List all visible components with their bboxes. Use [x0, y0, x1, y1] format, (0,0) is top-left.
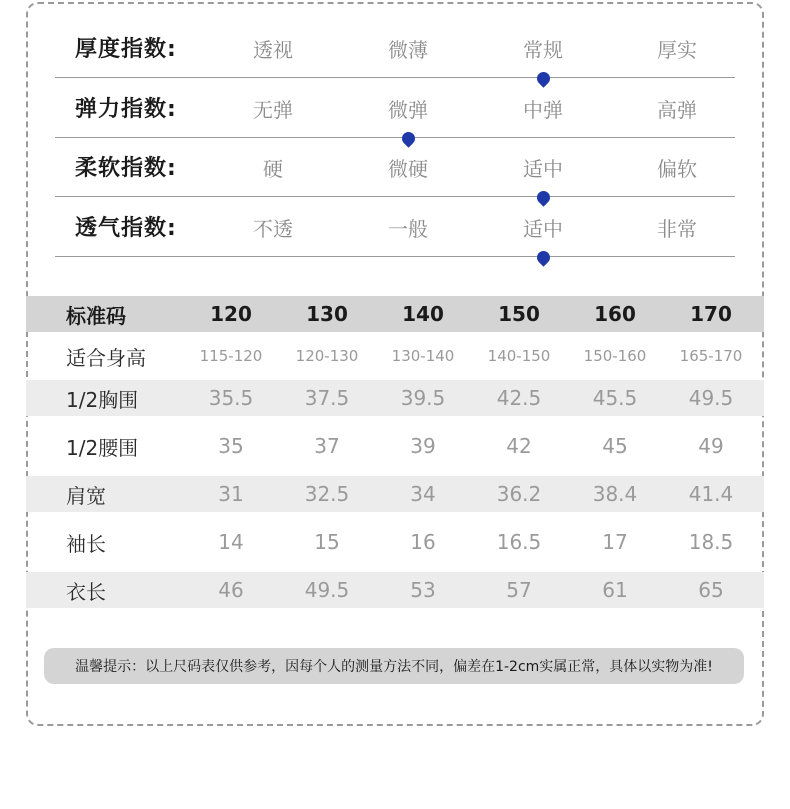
row-label: 1/2腰围	[66, 435, 139, 460]
table-cell: 45	[602, 434, 628, 458]
index-option: 不透	[253, 217, 293, 241]
size-table	[26, 296, 764, 608]
row-label: 袖长	[66, 531, 106, 556]
index-row-thickness	[55, 18, 735, 78]
table-row	[26, 332, 764, 380]
table-cell: 16.5	[496, 530, 542, 554]
table-row	[26, 416, 764, 476]
header-cell: 170	[690, 302, 732, 326]
index-label: 厚度指数:	[75, 37, 177, 62]
table-cell: 37	[314, 434, 340, 458]
table-cell: 34	[410, 482, 436, 506]
table-cell: 46	[218, 578, 244, 602]
index-row-elasticity	[55, 78, 735, 138]
table-cell: 130-140	[391, 347, 455, 365]
index-option: 硬	[263, 157, 283, 181]
index-option: 一般	[388, 217, 428, 241]
index-option: 无弹	[253, 98, 293, 122]
index-option: 非常	[657, 217, 697, 241]
table-cell: 18.5	[688, 530, 734, 554]
index-row-breathability	[55, 197, 735, 257]
table-cell: 115-120	[199, 347, 263, 365]
table-row	[26, 572, 764, 608]
table-cell: 42.5	[496, 386, 542, 410]
header-cell: 标准码	[66, 303, 126, 328]
index-row-softness	[55, 137, 735, 197]
table-cell: 45.5	[592, 386, 638, 410]
table-cell: 37.5	[304, 386, 350, 410]
size-table-header	[26, 296, 764, 332]
table-cell: 17	[602, 530, 628, 554]
index-option: 透视	[253, 38, 293, 62]
table-cell: 14	[218, 530, 244, 554]
index-option: 微硬	[388, 157, 428, 181]
table-cell: 49	[698, 434, 724, 458]
row-label: 肩宽	[66, 483, 106, 508]
row-label: 1/2胸围	[66, 387, 139, 412]
size-note-banner: 温馨提示：以上尺码表仅供参考，因每个人的测量方法不同，偏差在1-2cm实属正常，具体以实物为准!	[44, 648, 744, 684]
table-row	[26, 512, 764, 572]
table-cell: 35	[218, 434, 244, 458]
index-option: 厚实	[657, 38, 697, 62]
table-cell: 49.5	[304, 578, 350, 602]
index-track-line	[55, 256, 735, 257]
table-cell: 120-130	[295, 347, 359, 365]
table-cell: 65	[698, 578, 724, 602]
table-row	[26, 380, 764, 416]
index-label: 弹力指数:	[75, 97, 177, 122]
table-cell: 61	[602, 578, 628, 602]
table-cell: 53	[410, 578, 436, 602]
table-cell: 165-170	[679, 347, 743, 365]
row-label: 适合身高	[66, 345, 146, 370]
index-option: 偏软	[657, 157, 697, 181]
table-cell: 41.4	[688, 482, 734, 506]
row-label: 衣长	[66, 579, 106, 604]
index-option: 微弹	[388, 98, 428, 122]
index-label: 透气指数:	[75, 216, 177, 241]
table-cell: 31	[218, 482, 244, 506]
table-cell: 140-150	[487, 347, 551, 365]
table-cell: 39.5	[400, 386, 446, 410]
index-label: 柔软指数:	[75, 156, 177, 181]
table-cell: 49.5	[688, 386, 734, 410]
table-cell: 32.5	[304, 482, 350, 506]
index-option: 常规	[523, 38, 563, 62]
index-option: 中弹	[523, 98, 563, 122]
table-cell: 38.4	[592, 482, 638, 506]
table-cell: 57	[506, 578, 532, 602]
header-cell: 120	[210, 302, 252, 326]
table-cell: 35.5	[208, 386, 254, 410]
table-cell: 16	[410, 530, 436, 554]
table-cell: 150-160	[583, 347, 647, 365]
index-option: 高弹	[657, 98, 697, 122]
table-cell: 15	[314, 530, 340, 554]
index-option: 适中	[523, 157, 563, 181]
table-row	[26, 476, 764, 512]
header-cell: 150	[498, 302, 540, 326]
index-option: 微薄	[388, 38, 428, 62]
index-option: 适中	[523, 217, 563, 241]
header-cell: 140	[402, 302, 444, 326]
table-cell: 39	[410, 434, 436, 458]
header-cell: 160	[594, 302, 636, 326]
table-cell: 36.2	[496, 482, 542, 506]
header-cell: 130	[306, 302, 348, 326]
table-cell: 42	[506, 434, 532, 458]
